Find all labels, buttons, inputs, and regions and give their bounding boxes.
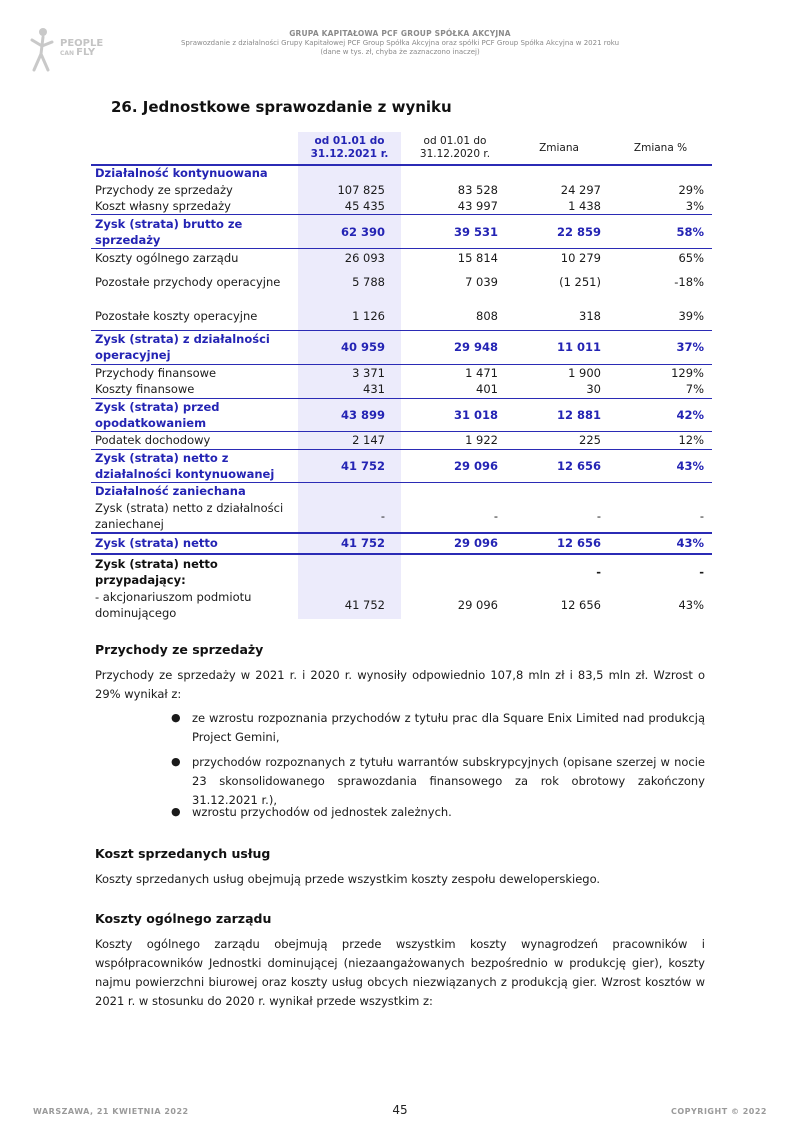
table-cell: 37%	[676, 340, 704, 354]
table-cell: 83 528	[457, 183, 498, 197]
table-cell: 11 011	[556, 340, 601, 354]
table-cell: 318	[579, 309, 601, 323]
bullet-item: wzrostu przychodów od jednostek zależnych.	[192, 805, 452, 819]
table-cell: 41 752	[340, 536, 385, 550]
table-cell: 43%	[676, 536, 704, 550]
table-cell: 43 997	[457, 199, 498, 213]
table-cell: 12 656	[560, 598, 601, 612]
table-cell: 30	[586, 382, 601, 396]
table-cell: 65%	[678, 251, 704, 265]
heading-general-admin: Koszty ogólnego zarządu	[95, 911, 272, 926]
table-rule	[91, 214, 712, 215]
table-cell: 12 656	[556, 459, 601, 473]
table-cell: 29%	[678, 183, 704, 197]
table-cell: 43%	[676, 459, 704, 473]
table-row-label: Koszty ogólnego zarządu	[95, 251, 239, 265]
col-change-header: Zmiana	[539, 142, 579, 154]
table-cell: 58%	[676, 225, 704, 239]
table-cell: -	[493, 509, 498, 523]
table-row-label: Zysk (strata) netto z działalności zaniechanej	[95, 501, 284, 531]
table-cell: 2 147	[352, 433, 385, 447]
bullet-icon: ●	[171, 755, 181, 768]
col-change-pct-header: Zmiana %	[633, 142, 688, 154]
paragraph-cost-of-services: Koszty sprzedanych usług obejmują przede wszystkim koszty zespołu deweloperskiego.	[95, 872, 601, 886]
table-cell: 62 390	[340, 225, 385, 239]
table-cell: 12 881	[556, 408, 601, 422]
table-rule	[91, 482, 712, 483]
table-cell: 3%	[685, 199, 704, 213]
table-cell: 7%	[685, 382, 704, 396]
table-row-label: - akcjonariuszom podmiotu dominującego	[95, 590, 252, 620]
table-cell: -	[699, 509, 704, 523]
table-cell: 29 096	[453, 459, 498, 473]
table-cell: 31 018	[453, 408, 498, 422]
table-cell: -	[596, 565, 601, 579]
table-cell: 225	[579, 433, 601, 447]
table-cell: 107 825	[337, 183, 385, 197]
table-row-label: Koszty finansowe	[95, 382, 195, 396]
logo-text-fly: FLY	[76, 47, 96, 58]
table-rule	[91, 532, 712, 534]
company-logo	[28, 24, 104, 82]
table-cell: 43 899	[340, 408, 385, 422]
bullet-icon: ●	[171, 711, 181, 724]
table-cell: 1 900	[568, 366, 601, 380]
heading-cost-of-services: Koszt sprzedanych usług	[95, 846, 271, 861]
table-row-label: Koszt własny sprzedaży	[95, 199, 231, 213]
table-row-label: Zysk (strata) netto przypadający:	[95, 557, 218, 587]
table-row-label: Zysk (strata) z działalności operacyjnej	[95, 332, 270, 362]
table-cell: 431	[363, 382, 385, 396]
table-cell: 39 531	[453, 225, 498, 239]
table-cell: 7 039	[465, 275, 498, 289]
paragraph-general-admin: Koszty ogólnego zarządu obejmują przede wszystkim koszty wynagrodzeń pracowników i współpracowników Jednostki dominującej (niezaangażowanych bezpośrednio w produkcję gier), koszty najmu powierzchni biurowej oraz koszty usług obcych niezwiązanych z produkcją gier. Wzrost kosztów w 2021 r. w stosunku do 2020 r. wynikał przede wszystkim z:	[95, 937, 705, 1008]
table-cell: 45 435	[344, 199, 385, 213]
table-row-label: Działalność zaniechana	[95, 484, 246, 498]
header-subtitle: Sprawozdanie z działalności Grupy Kapitałowej PCF Group Spółka Akcyjna oraz spółki PCF Group Spółka Akcyjna w 2021 roku	[180, 39, 620, 47]
table-cell: -18%	[674, 275, 704, 289]
page-number: 45	[392, 1103, 408, 1117]
table-cell: 12 656	[556, 536, 601, 550]
table-cell: 22 859	[556, 225, 601, 239]
table-row-label: Przychody finansowe	[95, 366, 217, 380]
table-cell: 43%	[678, 598, 704, 612]
table-cell: 26 093	[344, 251, 385, 265]
footer-copyright: COPYRIGHT © 2022	[670, 1107, 767, 1116]
table-cell: 29 096	[453, 536, 498, 550]
table-cell: 1 126	[352, 309, 385, 323]
table-cell: 3 371	[352, 366, 385, 380]
table-rule	[91, 553, 712, 555]
table-cell: 24 297	[560, 183, 601, 197]
table-cell: 41 752	[340, 459, 385, 473]
table-row-label: Podatek dochodowy	[95, 433, 211, 447]
col-2020-header: od 01.01 do 31.12.2020 r.	[419, 135, 491, 160]
bullet-item: przychodów rozpoznanych z tytułu warrantów subskrypcyjnych (opisane szerzej w nocie 23 skonsolidowanego sprawozdania finansowego za rok obrotowy zakończony 31.12.2021 r.),	[192, 755, 705, 807]
bullet-item: ze wzrostu rozpoznania przychodów z tytułu prac dla Square Enix Limited nad produkcją Project Gemini,	[192, 711, 705, 744]
table-cell: 40 959	[340, 340, 385, 354]
table-cell: 1 922	[465, 433, 498, 447]
table-row-label: Zysk (strata) netto z działalności kontynuowanej	[95, 451, 275, 481]
table-cell: 5 788	[352, 275, 385, 289]
table-row-label: Pozostałe przychody operacyjne	[95, 275, 281, 289]
table-cell: 1 471	[465, 366, 498, 380]
table-cell: 29 948	[453, 340, 498, 354]
table-cell: 39%	[678, 309, 704, 323]
logo-text-can: CAN	[60, 50, 75, 57]
table-row-label: Pozostałe koszty operacyjne	[95, 309, 258, 323]
table-cell: -	[699, 565, 704, 579]
table-cell: 12%	[678, 433, 704, 447]
table-cell: 129%	[671, 366, 704, 380]
heading-revenue: Przychody ze sprzedaży	[95, 642, 264, 657]
table-cell: 41 752	[344, 598, 385, 612]
bullet-icon: ●	[171, 805, 181, 818]
table-cell: 808	[476, 309, 498, 323]
paragraph-revenue: Przychody ze sprzedaży w 2021 r. i 2020 r. wynosiły odpowiednio 107,8 mln zł i 83,5 mln zł. Wzrost o 29% wynikał z:	[95, 668, 705, 701]
table-cell: (1 251)	[559, 275, 601, 289]
page-header	[150, 29, 650, 57]
table-cell: 401	[476, 382, 498, 396]
table-row-label: Zysk (strata) przed opodatkowaniem	[95, 400, 220, 430]
table-cell: 42%	[676, 408, 704, 422]
table-cell: -	[380, 509, 385, 523]
header-company: GRUPA KAPITAŁOWA PCF GROUP SPÓŁKA AKCYJNA	[289, 29, 511, 38]
table-row-label: Działalność kontynuowana	[95, 166, 268, 180]
logo-text-people: PEOPLE	[60, 38, 104, 49]
table-row-label: Przychody ze sprzedaży	[95, 183, 233, 197]
table-row-label: Zysk (strata) netto	[95, 536, 218, 550]
table-row-label: Zysk (strata) brutto ze sprzedaży	[95, 217, 243, 247]
table-cell: 29 096	[457, 598, 498, 612]
table-cell: 15 814	[457, 251, 498, 265]
section-title: 26. Jednostkowe sprawozdanie z wyniku	[111, 98, 452, 116]
header-note: (dane w tys. zł, chyba że zaznaczono inaczej)	[320, 48, 480, 56]
table-cell: 10 279	[560, 251, 601, 265]
table-cell: 1 438	[568, 199, 601, 213]
footer-date: WARSZAWA, 21 KWIETNIA 2022	[33, 1107, 189, 1116]
table-cell: -	[596, 509, 601, 523]
col-2021-header: od 01.01 do 31.12.2021 r.	[310, 135, 389, 160]
